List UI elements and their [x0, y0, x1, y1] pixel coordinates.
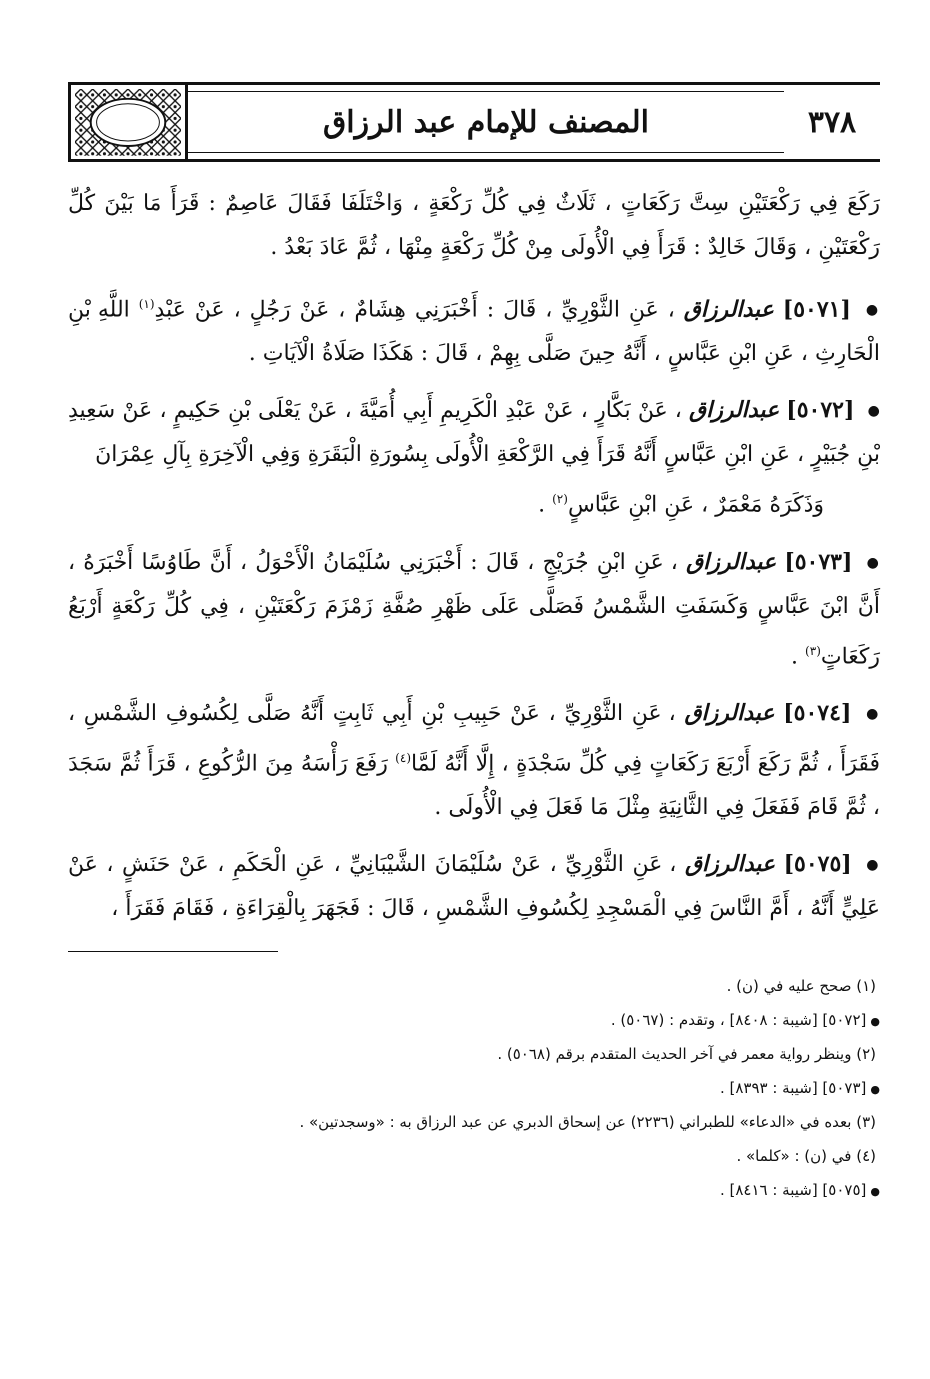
footnote-marker: (٣)	[805, 643, 821, 658]
footnote-2	[68, 1038, 880, 1072]
hadith-text: ، عَنِ ابْنِ جُرَيْجٍ ، قَالَ : أَخْبَرَنِي سُلَيْمَانُ الْأَحْوَلُ ، أَنَّ طَاوُسًا أَخْبَرَهُ ، أَنَّ ابْنَ عَبَّاسٍ وَكَسَفَتِ الشَّمْسُ فَصَلَّى عَلَى ظَهْرِ صُفَّةِ زَمْزَمَ رَكْعَتَيْنِ ، فِي كُلِّ رَكْعَةٍ أَرْبَعُ رَكَعَاتٍ	[68, 549, 880, 669]
hadith-number: [٥٠٧٥]	[783, 851, 852, 878]
header-title-band	[188, 82, 784, 162]
hadith-5073	[68, 540, 880, 679]
footnote-text: (٤) في (ن) : «كلما» .	[736, 1147, 876, 1166]
footnote-text: [٥٠٧٣] [شيبة : ٨٣٩٣] .	[719, 1079, 867, 1098]
narrator-name: عبدالرزاق	[683, 296, 774, 323]
hadith-text: رَكَعَ فِي رَكْعَتَيْنِ سِتَّ رَكَعَاتٍ ، ثَلَاثٌ فِي كُلِّ رَكْعَةٍ ، وَاخْتَلَفَا فَقَالَ عَاصِمٌ : قَرَأَ مَا بَيْنَ كُلِّ رَكْعَتَيْنِ ، وَقَالَ خَالِدٌ : قَرَأَ فِي الْأُولَى مِنْ كُلِّ رَكْعَةٍ مِنْهَا ، ثُمَّ عَادَ بَعْدُ .	[68, 191, 880, 260]
footnote-marker: (٤)	[395, 750, 411, 765]
book-page	[68, 82, 880, 1352]
narrator-name: عبدالرزاق	[686, 548, 777, 575]
hadith-5072	[68, 388, 880, 477]
footnote-1	[68, 970, 880, 1004]
hadith-text-cont: اللَّهِ بْنِ الْحَارِثِ ، عَنِ ابْنِ عَبَّاسٍ ، أَنَّهُ حِينَ صَلَّى بِهِمْ ، قَالَ : هَكَذَا صَلَاةُ الْآيَاتِ .	[68, 297, 880, 367]
hadith-text-cont: .	[791, 643, 799, 669]
bullet-icon: ●	[866, 705, 880, 722]
hadith-text: ، عَنِ الثَّوْرِيِّ ، عَنْ سُلَيْمَانَ الشَّيْبَانِيِّ ، عَنِ الْحَكَمِ ، عَنْ حَنَشٍ ، عَنْ عَلِيٍّ أَنَّهُ ، أَمَّ النَّاسَ فِي الْمَسْجِدِ لِكُسُوفِ الشَّمْسِ ، قَالَ : فَجَهَرَ بِالْقِرَاءَةِ ، فَقَامَ فَقَرَأَ ،	[68, 852, 880, 922]
narrator-name: عبدالرزاق	[684, 851, 776, 878]
hadith-5075	[68, 842, 880, 931]
bullet-icon: ●	[865, 302, 881, 319]
hadith-number: [٥٠٧٣]	[784, 548, 853, 575]
footnote-marker: (٢)	[552, 492, 568, 507]
bullet-icon: ●	[870, 1185, 880, 1199]
hadith-number: [٥٠٧٤]	[783, 699, 852, 726]
page-number: ٣٧٨	[784, 82, 880, 162]
footnote-text: [٥٠٧٥] [شيبة : ٨٤١٦] .	[719, 1181, 867, 1200]
hadith-text: ، عَنِ الثَّوْرِيِّ ، قَالَ : أَخْبَرَنِي هِشَامٌ ، عَنْ رَجُلٍ ، عَنْ عَبْدِ	[154, 297, 675, 323]
footnotes	[68, 970, 880, 1208]
seal-ornament	[68, 82, 188, 162]
bullet-icon: ●	[870, 1015, 880, 1029]
footnote-text: (٢) وينظر رواية معمر في آخر الحديث المتقدم برقم (٥٠٦٨) .	[497, 1045, 876, 1064]
hadith-continuation	[68, 182, 880, 270]
source-ref-5072	[68, 1004, 880, 1038]
hadith-5074	[68, 691, 880, 830]
source-ref-5075	[68, 1174, 880, 1208]
hadith-text: ، عَنِ الثَّوْرِيِّ ، عَنْ حَبِيبِ بْنِ أَبِي ثَابِتٍ أَنَّهُ صَلَّى لِكُسُوفِ الشَّمْسِ ، فَقَرَأَ ، ثُمَّ رَكَعَ أَرْبَعَ رَكَعَاتٍ فِي كُلِّ سَجْدَةٍ ، إِلَّا أَنَّهُ لَمَّا	[68, 700, 880, 777]
page-header	[68, 82, 880, 166]
footnote-divider	[68, 951, 278, 952]
ornament-pattern-icon	[75, 89, 181, 156]
footnote-text: (٣) بعده في «الدعاء» للطبراني (٢٢٣٦) عن إسحاق الدبري عن عبد الرزاق به : «وسجدتين» .	[299, 1113, 876, 1132]
main-text	[68, 182, 880, 931]
hadith-number: [٥٠٧١]	[782, 296, 851, 323]
narrator-name: عبدالرزاق	[684, 699, 775, 726]
hadith-5071	[68, 282, 880, 376]
narrator-name: عبدالرزاق	[689, 397, 780, 424]
footnote-4	[68, 1140, 880, 1174]
source-ref-5073	[68, 1072, 880, 1106]
footnote-marker: (١)	[138, 297, 155, 311]
book-title: المصنف للإمام عبد الرزاق	[323, 104, 649, 140]
footnote-3	[68, 1106, 880, 1140]
bullet-icon: ●	[866, 857, 881, 874]
footnote-text: [٥٠٧٢] [شيبة : ٨٤٠٨] ، وتقدم : (٥٠٦٧) .	[610, 1011, 867, 1030]
bullet-icon: ●	[870, 1083, 880, 1097]
hadith-text: وَذَكَرَهُ مَعْمَرٌ ، عَنِ ابْنِ عَبَّاسٍ	[567, 492, 824, 518]
bullet-icon: ●	[867, 403, 880, 420]
hadith-5072-note	[68, 477, 880, 527]
hadith-text-cont: رَفَعَ رَأْسَهُ مِنَ الرُّكُوعِ ، قَرَأَ ثُمَّ سَجَدَ ، ثُمَّ قَامَ فَفَعَلَ فِي الثَّانِيَةِ مِثْلَ مَا فَعَلَ فِي الْأُولَى .	[68, 751, 880, 821]
footnote-text: (١) صحح عليه في (ن) .	[726, 977, 876, 996]
hadith-text-cont: .	[538, 492, 546, 518]
bullet-icon: ●	[866, 554, 880, 571]
hadith-number: [٥٠٧٢]	[786, 397, 855, 424]
hadith-text: ، عَنْ بَكَّارٍ ، عَنْ عَبْدِ الْكَرِيمِ أَبِي أُمَيَّةَ ، عَنْ يَعْلَى بْنِ حَكِيمٍ ، عَنْ سَعِيدِ بْنِ جُبَيْرٍ ، عَنِ ابْنِ عَبَّاسٍ أَنَّهُ قَرَأَ فِي الرَّكْعَةِ الْأُولَى بِسُورَةِ الْبَقَرَةِ وَفِي الْآخِرَةِ بِآلِ عِمْرَانَ	[68, 398, 880, 468]
